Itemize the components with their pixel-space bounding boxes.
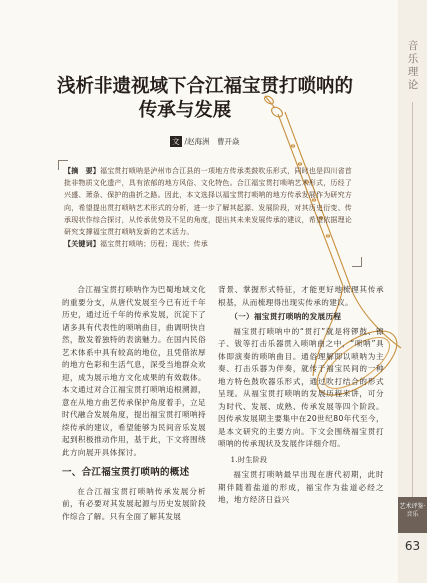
body-column-right — [218, 284, 384, 507]
side-tab: 艺术评鉴·音乐 — [398, 497, 427, 533]
body-column-left — [62, 284, 206, 523]
body-paragraph: 福宝贯打唢呐最早出现在唐代初期，此时期伴随着盐道的形成，福宝作为盐道必经之地，地方经济日益兴 — [218, 470, 384, 504]
abstract-label: 【摘 要】 — [64, 167, 100, 175]
subsection-heading: （一）福宝贯打唢呐的发展历程 — [230, 312, 342, 321]
author-tag: 文 — [172, 137, 180, 146]
body-paragraph: 合江福宝贯打唢呐作为巴蜀地域文化的重要分支，从唐代发展至今已有近千年历史，通过近千年的传承发展，沉淀下了诸多具有代表性的唢呐曲目，曲调明快自然，散发着独特的表演魅力。在国内民俗艺术体系中具有较高的地位，且凭借浓厚的地方色彩和生活气息，深受当地群众欢迎，成为展示地方文化成果的有效载体。本文通过对合江福宝贯打唢呐追根溯源，意在从地方曲艺传承保护角度着手，立足时代融合发展角度，提出福宝贯打唢呐持续传承的建议，希望能够为民间音乐发展起到积极推动作用，基于此，下文将围绕此方向展开具体探讨。 — [62, 285, 206, 457]
page-number: 63 — [404, 539, 421, 553]
abstract-box — [64, 165, 356, 257]
body-paragraph: 在合江福宝贯打唢呐传承发展分析前，有必要对其发展起源与历史发展阶段作综合了解。只有全面了解其发展 — [62, 486, 206, 521]
abstract-corner-bottom-right — [352, 257, 362, 267]
byline — [170, 136, 240, 147]
section-divider — [412, 102, 413, 497]
keywords-text: 福宝贯打唢呐；历程；现状；传承 — [100, 240, 208, 249]
abstract-text: 福宝贯打唢呐是泸州市合江县的一项地方传承类鼓吹乐形式，同时也是四川省首批非物质文化遗产，具有浓郁的地方风俗、文化特色。合江福宝贯打唢呐艺术形式，历经了兴盛、萧条、保护的曲折之路。因此，本文选择以福宝贯打唢呐的地方传承发展作为研究方向，希望提出贯打唢呐艺术形式的分析，进一步了解其起源、发展阶段，对其历史衍变、传承现状作综合探讨，从传承优势及不足的角度，提出其未来发展传承的建议，希望依据理论研究支撑福宝贯打唢呐发新的艺术活力。 — [64, 167, 352, 237]
section-heading: 一、合江福宝贯打唢呐的概述 — [62, 467, 190, 478]
sub-subsection-heading: 1.时生阶段 — [230, 455, 268, 464]
article-title-line-2: 传承与发展 — [138, 100, 232, 121]
authors: /赵海洲 曹开焱 — [184, 137, 240, 146]
section-label: 音乐理论 — [407, 40, 419, 91]
article-title-line-1: 浅析非遗视域下合江福宝贯打唢呐的 — [56, 76, 353, 97]
body-paragraph: 背景、掌握形式特征，才能更好地梳理其传承根基，从而梳理得出现实传承的建议。 — [218, 285, 384, 307]
keywords-label: 【关键词】 — [64, 240, 100, 249]
body-paragraph: 福宝贯打唢呐中的“贯打”就是将锣鼓、镲子、钹等打击乐器贯入唢呐曲之中，“唢呐”具体即演奏的唢呐曲目。通俗理解即以唢呐为主奏、打击乐器为伴奏，就传于福宝民间的一种地方特色鼓吹器乐形式，通过吹打结合的形式呈现。从福宝贯打唢呐的发展历程来讲，可分为时代、发展、成熟、传承发展等四个阶段。因传承发展期主要集中在20世纪80年代至今，是本文研究的主要方向。下文会围绕福宝贯打唢呐的传承现状及发展作详细介绍。 — [218, 326, 384, 448]
